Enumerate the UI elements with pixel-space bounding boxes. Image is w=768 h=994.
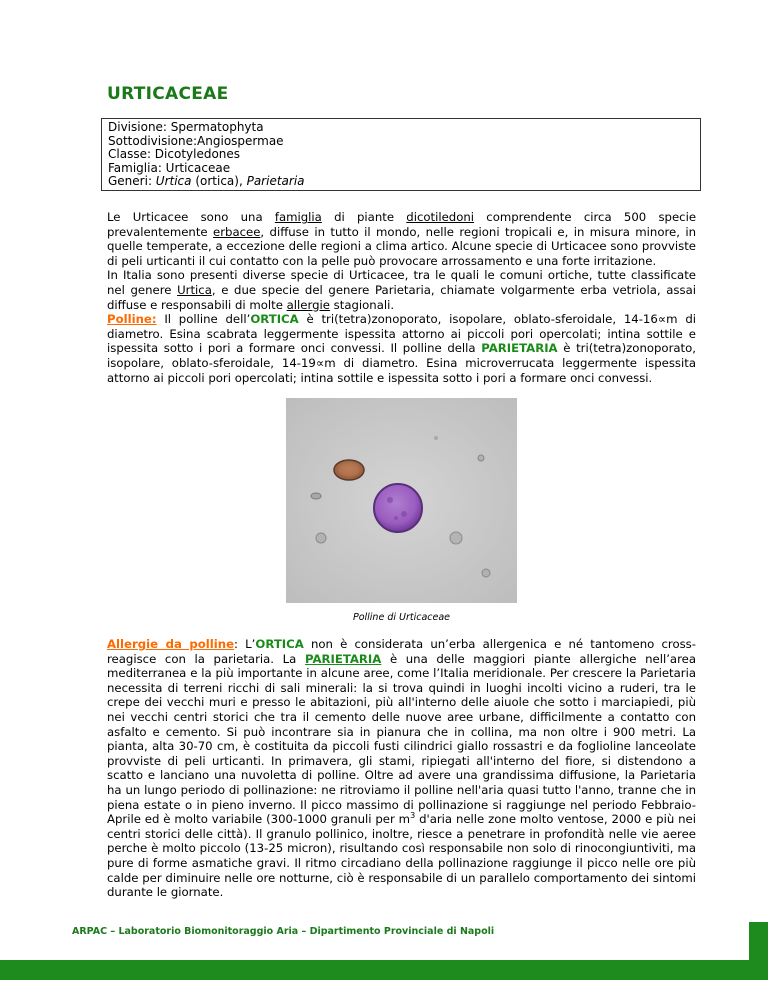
taxonomy-classe: Classe: Dicotyledones (108, 147, 241, 162)
link-erbacee[interactable]: erbacee (213, 224, 261, 239)
superscript-3: 3 (410, 811, 416, 821)
footer-text: ARPAC – Laboratorio Biomonitoraggio Aria – Dipartimento Provinciale di Napoli (72, 926, 495, 937)
taxonomy-generi: Generi: Urtica (ortica), Parietaria (108, 174, 305, 189)
footer-bar-horizontal (0, 960, 768, 980)
link-allergie[interactable]: allergie (286, 297, 330, 312)
allergie-section (107, 637, 696, 900)
genus-urtica: Urtica (155, 174, 192, 189)
taxonomy-famiglia: Famiglia: Urticaceae (108, 160, 231, 175)
allergie-heading: Allergie da polline (107, 637, 235, 651)
parietaria-label: PARIETARIA (481, 341, 558, 356)
link-dicotiledoni[interactable]: dicotiledoni (406, 210, 475, 224)
taxonomy-divisione: Divisione: Spermatophyta (108, 120, 264, 134)
link-famiglia[interactable]: famiglia (274, 210, 322, 224)
polline-heading: Polline: (107, 312, 157, 327)
link-urtica[interactable]: Urtica (177, 282, 212, 297)
pollen-micrograph-svg (286, 398, 517, 603)
ortica-label: ORTICA (255, 637, 304, 651)
taxonomy-sottodivisione: Sottodivisione:Angiospermae (108, 133, 284, 148)
intro-paragraph-1: Le Urticacee sono una famiglia di piante dicotiledoni comprendente circa 500 specie prevalentemente erbacee, diffuse in tutto il mondo, nelle regioni tropicali e, in misura minore, in quelle temperate, a eccezione delle regioni a clima artico. Alcune specie di Urticacee sono provviste di peli urticanti il cui contatto con la pelle può provocare arrossamento e una forte irritazione. (107, 210, 697, 268)
intro-paragraph-2: In Italia sono presenti diverse specie di Urticacee, tra le quali le comuni ortiche, tutte classificate nel genere Urtica, e due specie del genere Parietaria, chiamate volgarmente erba vetriola, assai diffuse e responsabili di molte allergie stagionali. (107, 268, 696, 312)
polline-paragraph: Polline: Il polline dell’ORTICA è tri(tetra)zonoporato, isopolare, oblato-sferoidale, 14-16∝m di diametro. Esina scabrata leggermente ispessita attorno ai piccoli pori opercolati; intina sottile e ispessita sotto i pori a formare onci convessi. Il polline della PARIETARIA è tri(tetra)zonoporato, isopolare, oblato-sferoidale, 14-19∝m di diametro. Esina microverrucata leggermente ispessita attorno ai piccoli pori opercolati; intina sottile e ispessita sotto i pori a formare onci convessi. (107, 312, 696, 385)
genus-parietaria: Parietaria (246, 174, 305, 189)
page-title: URTICACEAE (107, 84, 229, 104)
intro-section (107, 210, 696, 385)
parietaria-link[interactable]: PARIETARIA (304, 651, 382, 666)
taxonomy-box (101, 118, 701, 191)
figure-caption: Polline di Urticaceae (352, 612, 451, 623)
pollen-micrograph (286, 398, 517, 603)
ortica-label: ORTICA (250, 312, 299, 327)
allergie-paragraph: Allergie da polline: L’ORTICA non è considerata un’erba allergenica e né tantomeno cross-reagisce con la parietaria. La PARIETARIA è una delle maggiori piante allergiche nell’area mediterranea e la più importante in alcune aree, come l’Italia meridionale. Per crescere la Parietaria necessita di terreni ricchi di sali minerali: la si trova quindi in luoghi incolti vicino a ruderi, tra le crepe dei vecchi muri e presso le abitazioni, più all'interno delle aiuole che sotto i marciapiedi, più nei vecchi centri storici che tra il cemento delle nuove aree urbane, difficilmente a contatto con asfalto e cemento. Si può incontrare sia in pianura che in collina, ma non oltre i 900 metri. La pianta, alta 30-70 cm, è costituita da piccoli fusti cilindrici giallo rossastri e da foglioline lanceolate provviste di peli urticanti. In primavera, gli stami, ripiegati all'interno del fiore, si distendono a scatto e lanciano una nuvoletta di polline. Oltre ad avere una grandissima diffusione, la Parietaria ha un lungo periodo di pollinazione: ne ritroviamo il polline nell'aria quasi tutto l'anno, tranne che in piena estate o in pieno inverno. Il picco massimo di pollinazione si raggiunge nel periodo Febbraio-Aprile ed è molto variabile (300-1000 granuli per $m^3$ d'aria nelle zone molto ventose, 2000 e più nei centri storici delle città). Il granulo pollinico, inoltre, riesce a penetrare in profondità nelle vie aeree perche è molto piccolo (13-25 micron), risultando così responsabile non solo di rinocongiuntiviti, ma pure di forme asmatiche gravi. Il ritmo circadiano della pollinazione raggiunge il picco nelle ore più calde per diminuire nelle ore notturne, ciò è responsabile di un parallelo comportamento dei sintomi durante le giornate. (107, 637, 696, 900)
